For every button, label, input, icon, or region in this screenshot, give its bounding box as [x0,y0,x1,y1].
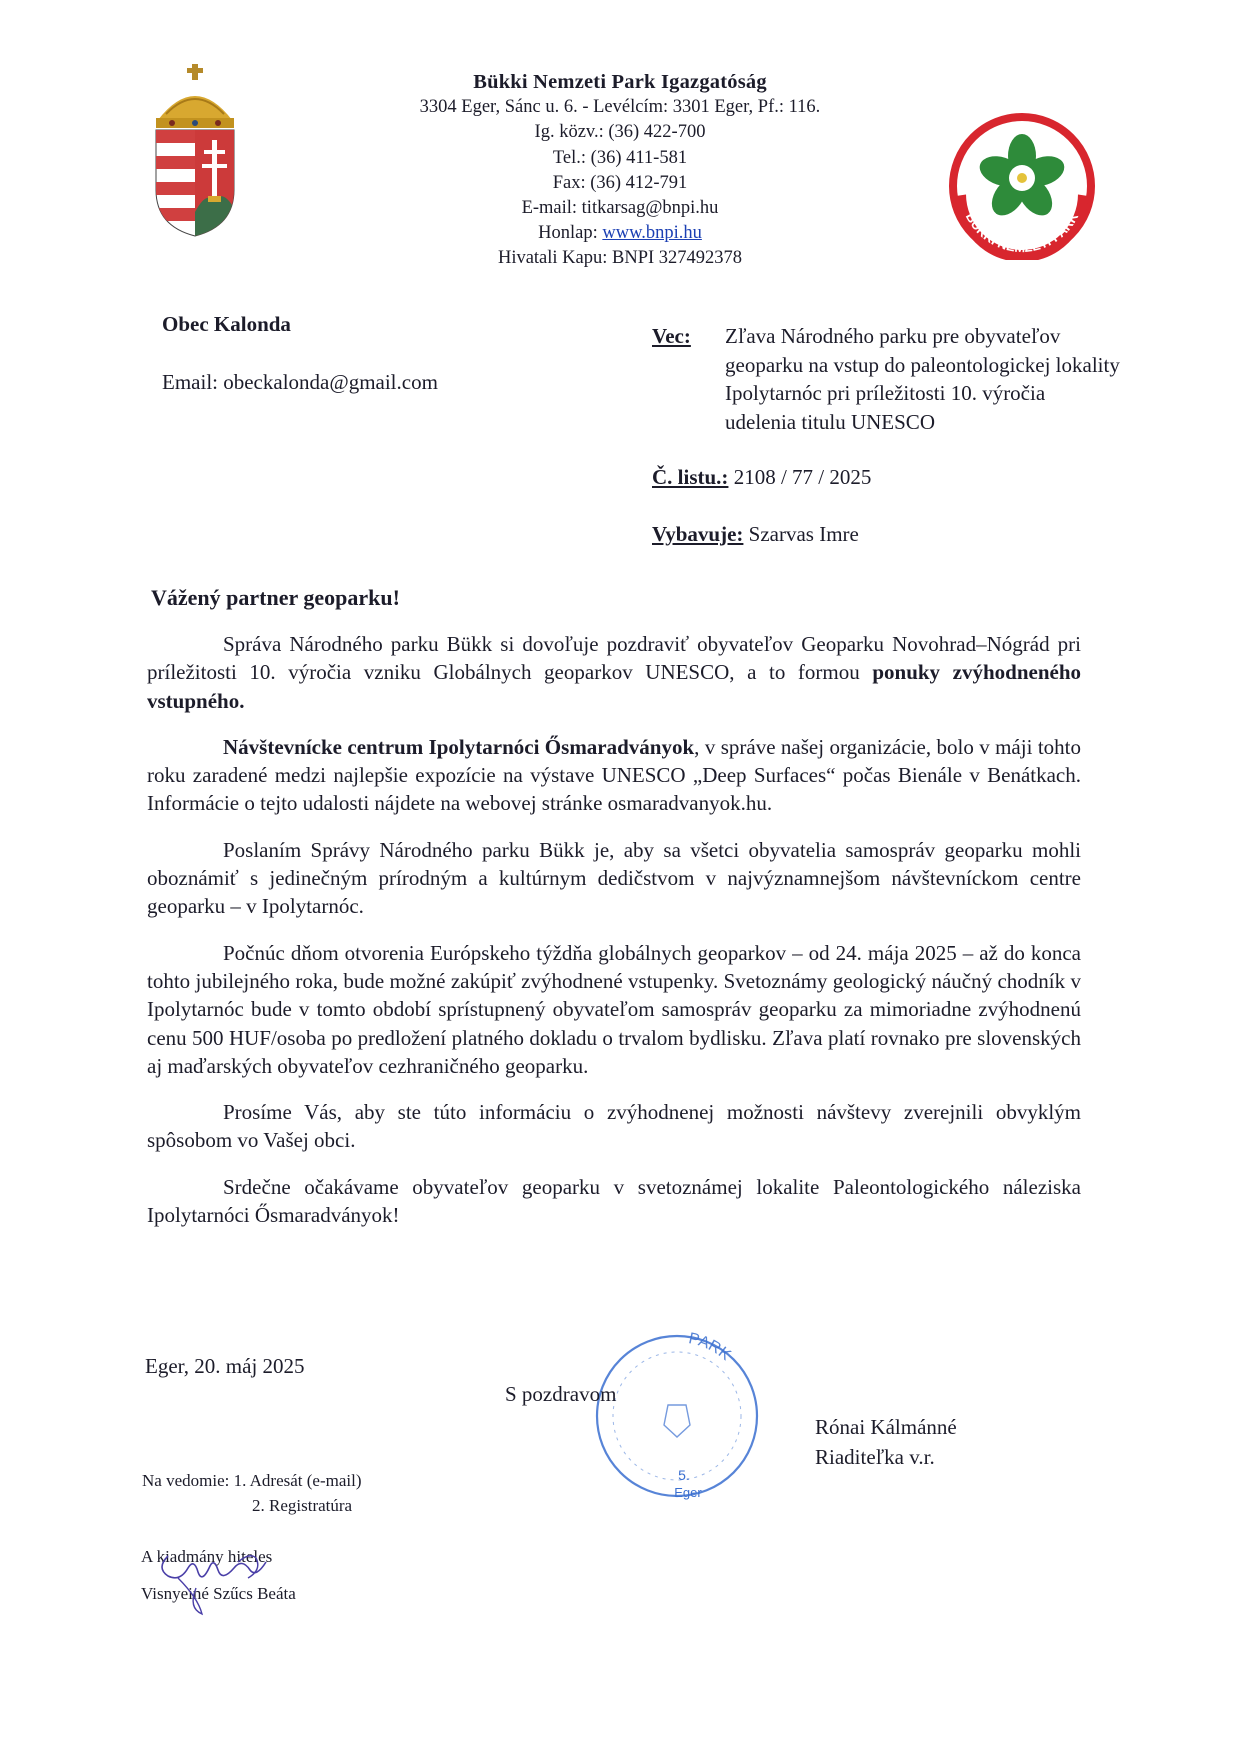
place-date: Eger, 20. máj 2025 [145,1354,305,1378]
handled-by-value: Szarvas Imre [748,522,859,546]
signer-block [815,1412,957,1472]
stamp-number: 5. [678,1467,690,1483]
paragraph-5: Prosíme Vás, aby ste túto informáciu o zvýhodnenej možnosti návštevy zverejnili obvyklým spôsobom vo Vašej obci. [147,1100,1081,1153]
addressee-block [162,310,438,396]
paragraph-1-bold: ponuky zvýhodneného vstupného. [147,660,1081,713]
cc-line-1: Na vedomie: 1. Adresát (e-mail) [142,1471,362,1490]
letter-body [147,630,1081,1247]
official-gateway: Hivatali Kapu: BNPI 327492378 [497,248,743,269]
hungarian-coat-of-arms-icon [152,62,238,238]
paragraph-1 [147,630,1081,715]
handled-by-label: Vybavuje: [652,522,744,546]
signer-title: Riaditeľka v.r. [815,1445,935,1469]
certification-line-2: Visnyeiné Szűcs Beáta [141,1584,296,1603]
phone-director: Ig. közv.: (36) 422-700 [534,122,706,143]
closing: S pozdravom [505,1382,617,1406]
stamp-city: Eger [674,1485,702,1500]
letterhead [330,70,910,272]
organization-name: Bükki Nemzeti Park Igazgatóság [473,71,767,93]
bukki-nemzeti-park-logo-icon [948,112,1096,260]
salutation: Vážený partner geoparku! [151,585,400,610]
cc-line-2: 2. Registratúra [252,1496,353,1515]
addressee-name: Obec Kalonda [162,312,291,336]
cc-block [142,1468,362,1518]
organization-address: 3304 Eger, Sánc u. 6. - Levélcím: 3301 Eger, Pf.: 116. [419,97,821,118]
stamp-text-park: PARK [687,1330,734,1365]
svg-text:PARK [687,1330,734,1364]
paragraph-2 [147,733,1081,818]
reference-label: Č. listu.: [652,465,729,489]
fax-number: Fax: (36) 412-791 [552,172,688,193]
paragraph-4: Počnúc dňom otvorenia Európskeho týždňa globálnych geoparkov – od 24. mája 2025 – až do konca tohto jubilejného roka, bude možné zakúpiť zvýhodnené vstupenky. Svetoznámy geologický náučný chodník v Ipolytarnóc bude v tomto období sprístupnený obyvateľom samospráv geoparku za mimoriadne zvýhodnenú cenu 500 HUF/osoba po predložení platného dokladu o trvalom bydlisku. Zľava platí rovnako pre slovenských aj maďarských obyvateľov cezhraničného geoparku. [147,940,1081,1078]
homepage-link[interactable]: www.bnpi.hu [602,223,702,244]
paragraph-6: Srdečne očakávame obyvateľov geoparku v svetoznámej lokalite Paleontologického náleziska Ipolytarnóci Ősmaradványok! [147,1174,1081,1228]
reference-number [652,465,871,490]
paragraph-3: Poslaním Správy Národného parku Bükk je, aby sa všetci obyvatelia samospráv geoparku mohli oboznámiť s jedinečným prírodným a kultúrnym dedičstvom v najvýznamnejšom návštevníckom centre geoparku – v Ipolytarnóc. [147,837,1081,919]
reference-value: 2108 / 77 / 2025 [733,465,872,489]
subject-label: Vec: [652,324,691,348]
phone-number: Tel.: (36) 411-581 [552,147,688,168]
signer-name: Rónai Kálmánné [815,1415,957,1439]
paragraph-2-text: , v správe našej organizácie, bolo v máji tohto roku zaradené medzi najlepšie expozície na výstave UNESCO „Deep Surfaces“ počas Bienále v Benátkach. Informácie o tejto udalosti nájdete na webovej stránke osmaradvanyok.hu. [147,734,1081,816]
addressee-email: Email: obeckalonda@gmail.com [162,370,438,394]
handwritten-signature-icon [138,1548,298,1618]
official-stamp-icon [588,1325,766,1507]
paragraph-2-bold: Návštevnícke centrum Ipolytarnóci Ősmaradványok [223,734,695,759]
homepage-line [330,221,910,246]
certification-line-1: A kiadmány hiteles [141,1547,273,1566]
handled-by [652,522,859,547]
subject-text: Zľava Národného parku pre obyvateľov geoparku na vstup do paleontologickej lokality Ipolytarnóc pri príležitosti 10. výročia udelenia titulu UNESCO [725,324,1120,434]
paragraph-1-text: Správa Národného parku Bükk si dovoľuje pozdraviť obyvateľov Geoparku Novohrad–Nógrád pri príležitosti 10. výročia vzniku Globálnych geoparkov UNESCO, a to formou [147,632,1081,685]
email-address: E-mail: titkarsag@bnpi.hu [521,198,719,219]
homepage-label: Honlap: [538,223,598,244]
logo-text: BÜKKI NEMZETI PARK [962,209,1082,256]
